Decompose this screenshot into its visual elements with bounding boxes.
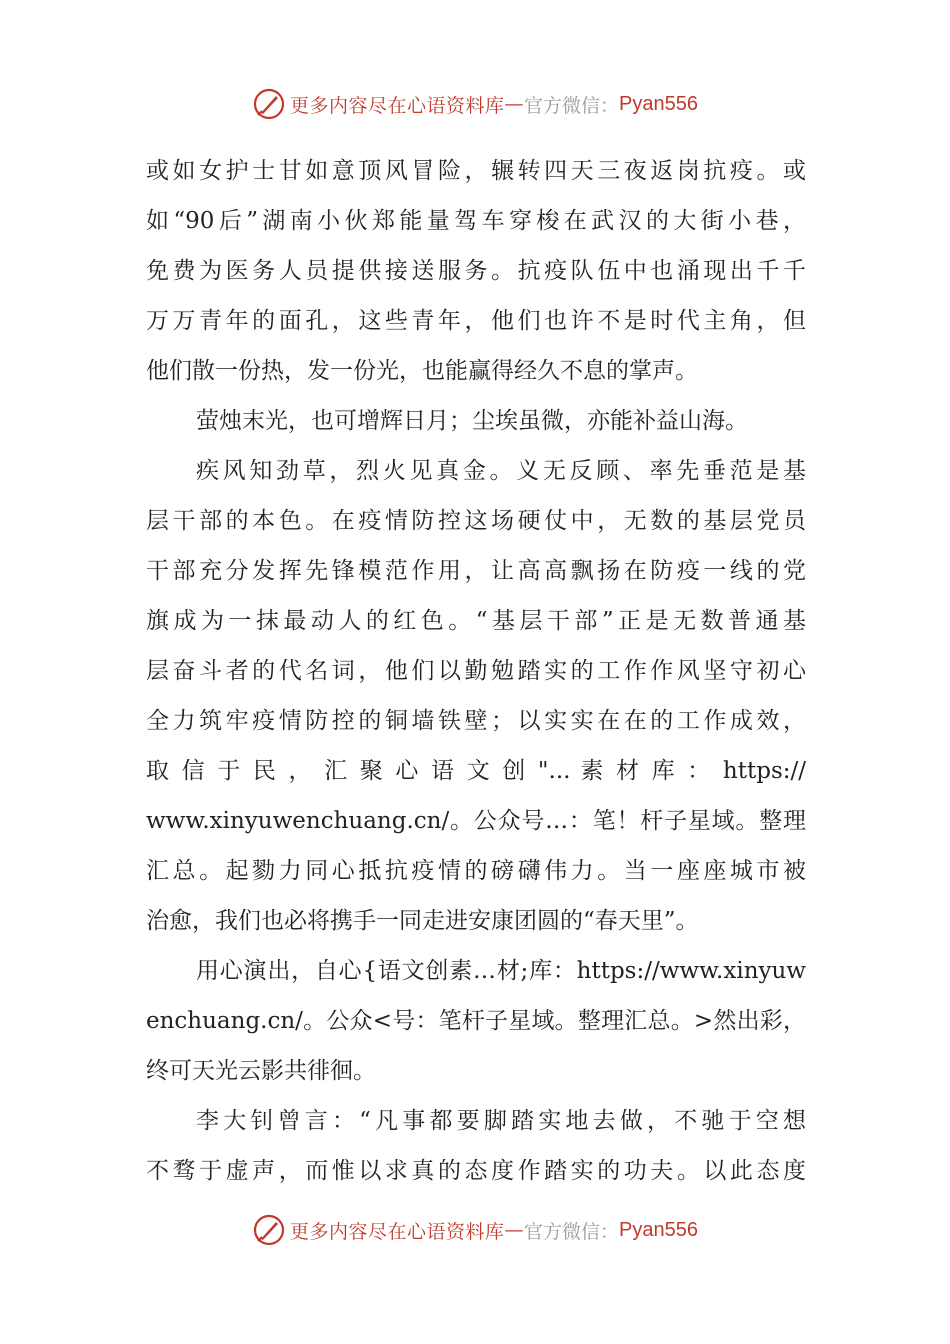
text-line: 他们散一份热，发一份光，也能赢得经久不息的掌声。: [146, 358, 698, 384]
text-line: 取 信 于 民 ， 汇 聚 心 语 文 创 "... 素 材 库 ： https://: [146, 758, 806, 784]
text-line: 终可天光云影共徘徊。: [146, 1058, 376, 1084]
text-line: 旗成为一抹最动人的红色。“基层干部”正是无数普通基: [146, 608, 806, 634]
text-line: 汇总。起勠力同心抵抗疫情的磅礴伟力。当一座座城市被: [146, 858, 806, 884]
banner-wechat-id: Pyan556: [619, 92, 698, 115]
document-body: [146, 146, 806, 1196]
text-line: 李大钊曾言：“凡事都要脚踏实地去做，不驰于空想: [196, 1108, 806, 1134]
text-line: 干部充分发挥先锋模范作用，让高高飘扬在防疫一线的党: [146, 558, 806, 584]
text-line: 不骛于虚声，而惟以求真的态度作踏实的功夫。以此态度: [146, 1158, 806, 1184]
banner-dash: —: [504, 1219, 525, 1241]
text-line: 萤烛末光，也可增辉日月；尘埃虽微，亦能补益山海。: [196, 408, 748, 434]
text-line: 层干部的本色。在疫情防控这场硬仗中，无数的基层党员: [146, 508, 806, 534]
text-line: www.xinyuwenchuang.cn/。公众号…：笔！杆子星域。整理: [146, 808, 806, 834]
banner-dash: —: [504, 93, 525, 115]
banner-text: 更多内容尽在心语资料库: [290, 1220, 505, 1243]
text-line: 免费为医务人员提供接送服务。抗疫队伍中也涌现出千千: [146, 258, 806, 284]
quill-logo-icon: [252, 87, 286, 121]
quill-logo-icon: [252, 1213, 286, 1247]
footer-banner: [0, 1210, 950, 1250]
text-line: 治愈，我们也必将携手一同走进安康团圆的“春天里”。: [146, 908, 699, 934]
text-line: 或如女护士甘如意顶风冒险，辗转四天三夜返岗抗疫。或: [146, 158, 806, 184]
banner-official-label: 官方微信：: [524, 94, 620, 117]
banner-wechat-id: Pyan556: [619, 1218, 698, 1241]
text-line: 疾风知劲草，烈火见真金。义无反顾、率先垂范是基: [196, 458, 806, 484]
text-line: enchuang.cn/。公众<号：笔杆子星域。整理汇总。>然出彩，: [146, 1008, 806, 1034]
text-line: 用心演出，自心{语文创素…材;库：https://www.xinyuw: [196, 958, 806, 984]
text-line: 万万青年的面孔，这些青年，他们也许不是时代主角，但: [146, 308, 806, 334]
banner-text: 更多内容尽在心语资料库: [290, 94, 505, 117]
banner-official-label: 官方微信：: [524, 1220, 620, 1243]
text-line: 层奋斗者的代名词，他们以勤勉踏实的工作作风坚守初心: [146, 658, 806, 684]
header-banner: [0, 84, 950, 124]
text-line: 如“90后”湖南小伙郑能量驾车穿梭在武汉的大街小巷，: [146, 208, 806, 234]
text-line: 全力筑牢疫情防控的铜墙铁壁；以实实在在的工作成效，: [146, 708, 806, 734]
